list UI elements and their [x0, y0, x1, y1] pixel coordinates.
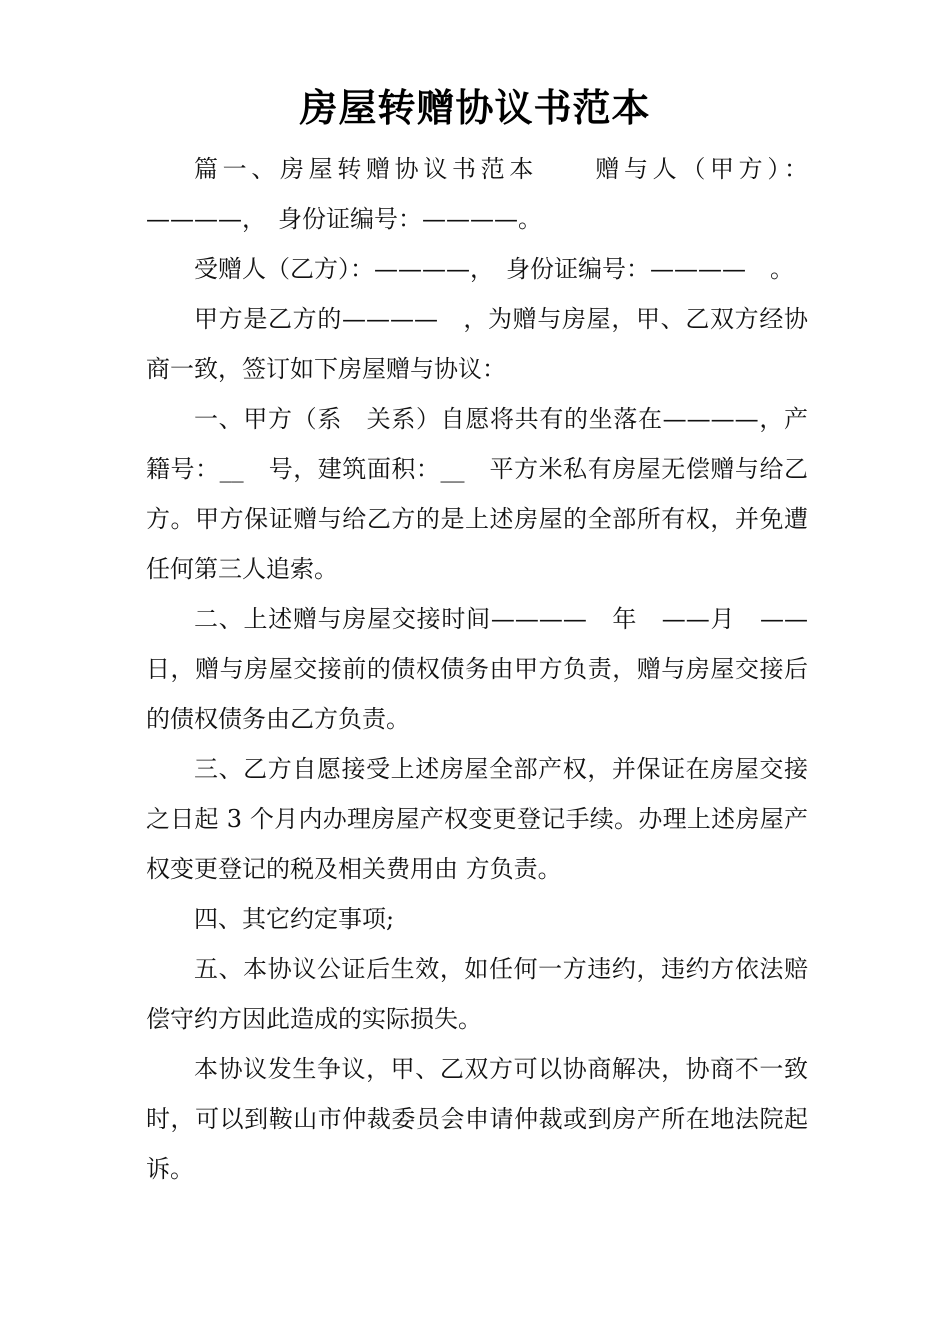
paragraph-intro-donor: 篇一、房屋转赠协议书范本 赠与人（甲方）：————， 身份证编号：————。	[146, 155, 808, 233]
paragraph-relationship: 甲方是乙方的———— ，为赠与房屋，甲、乙双方经协商一致，签订如下房屋赠与协议：	[146, 305, 808, 383]
paragraph-dispute: 本协议发生争议，甲、乙双方可以协商解决，协商不一致时，可以到鞍山市仲裁委员会申请仲裁或到房产所在地法院起诉。	[146, 1055, 808, 1183]
document-body	[146, 144, 808, 1194]
paragraph-clause-3: 三、乙方自愿接受上述房屋全部产权，并保证在房屋交接之日起 3 个月内办理房屋产权变更登记手续。办理上述房屋产权变更登记的税及相关费用由 方负责。	[146, 755, 808, 883]
paragraph-clause-2: 二、上述赠与房屋交接时间———— 年 ——月 ——日，赠与房屋交接前的债权债务由甲方负责，赠与房屋交接后的债权债务由乙方负责。	[146, 605, 808, 733]
paragraph-recipient: 受赠人（乙方）：————， 身份证编号：———— 。	[194, 255, 794, 283]
paragraph-clause-5: 五、本协议公证后生效，如任何一方违约，违约方依法赔偿守约方因此造成的实际损失。	[146, 955, 808, 1033]
paragraph-clause-4: 四、其它约定事项;	[194, 905, 395, 933]
document-title: 房屋转赠协议书范本	[299, 85, 651, 130]
paragraph-clause-1: 一、甲方（系 关系）自愿将共有的坐落在————，产籍号：__ 号，建筑面积：__ 平方米私有房屋无偿赠与给乙方。甲方保证赠与给乙方的是上述房屋的全部所有权，并免遭任何第三人追索。	[146, 405, 808, 583]
